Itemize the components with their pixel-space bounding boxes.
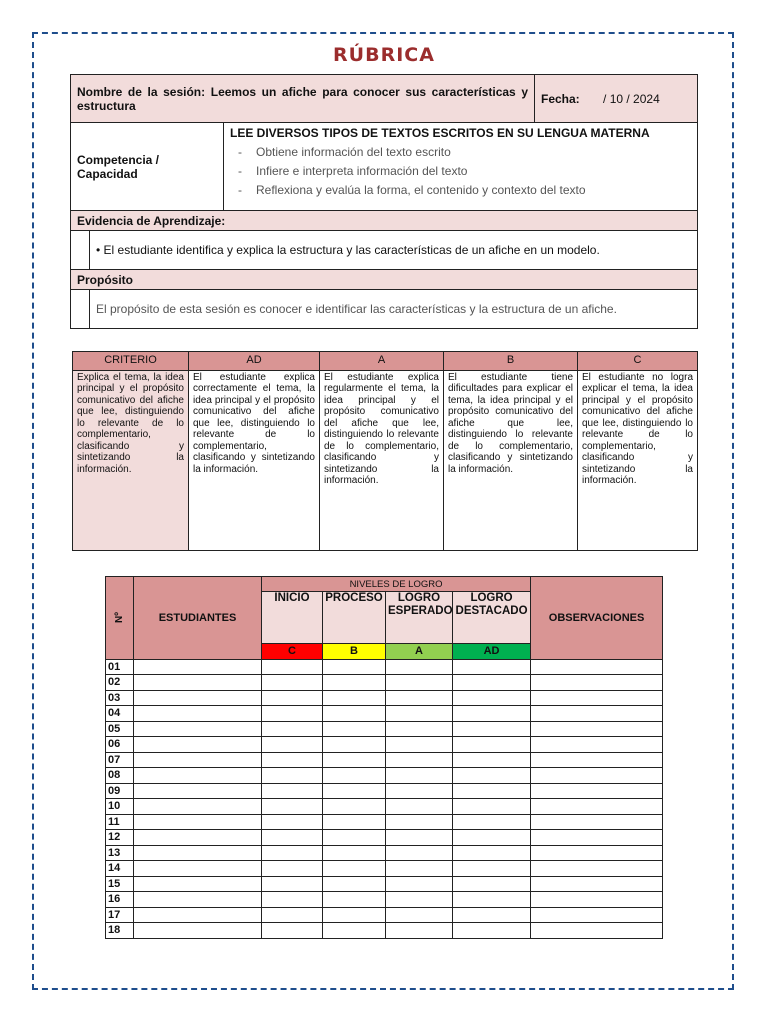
session-name-cell xyxy=(71,75,535,123)
level-a-cell[interactable] xyxy=(386,814,453,830)
level-ad-cell[interactable] xyxy=(453,768,531,784)
students-table xyxy=(105,576,663,939)
competence-label: Competencia / Capacidad xyxy=(71,123,224,211)
level-b-cell[interactable] xyxy=(323,876,386,892)
student-name-cell[interactable] xyxy=(134,721,262,737)
level-c-cell[interactable] xyxy=(262,675,323,691)
row-number: 06 xyxy=(106,737,134,753)
level-b-cell[interactable] xyxy=(323,721,386,737)
level-b-cell[interactable] xyxy=(323,830,386,846)
level-a-cell[interactable] xyxy=(386,799,453,815)
level-a-cell[interactable] xyxy=(386,923,453,939)
level-a-cell[interactable] xyxy=(386,783,453,799)
row-number: 14 xyxy=(106,861,134,877)
rubric-b-cell: El estudiante tiene dificultades para explicar el tema, la idea principal y el propósito comunicativo del afiche que lee, distinguiendo lo relevante de lo complementario, clasificando y sintetizando la información. xyxy=(444,370,578,550)
row-number: 04 xyxy=(106,706,134,722)
level-a-cell[interactable] xyxy=(386,830,453,846)
level-b-cell[interactable] xyxy=(323,768,386,784)
level-b-cell[interactable] xyxy=(323,907,386,923)
level-a-cell[interactable] xyxy=(386,737,453,753)
level-b-cell[interactable] xyxy=(323,690,386,706)
observation-cell[interactable] xyxy=(531,830,663,846)
level-a-cell[interactable] xyxy=(386,675,453,691)
evidence-text-wrap: • El estudiante identifica y explica la estructura y las características de un afiche en un modelo. xyxy=(96,243,600,257)
level-b-cell[interactable] xyxy=(323,799,386,815)
purpose-cell xyxy=(71,290,698,329)
student-name-cell[interactable] xyxy=(134,737,262,753)
student-row xyxy=(106,876,663,892)
level-c-cell[interactable] xyxy=(262,768,323,784)
observation-cell[interactable] xyxy=(531,799,663,815)
level-c-cell[interactable] xyxy=(262,830,323,846)
rubric-header-c: C xyxy=(578,352,698,371)
row-number: 10 xyxy=(106,799,134,815)
student-row xyxy=(106,799,663,815)
purpose-text: El propósito de esta sesión es conocer e identificar las características y la estructura de un afiche. xyxy=(96,302,617,316)
level-c-cell[interactable] xyxy=(262,907,323,923)
student-name-cell[interactable] xyxy=(134,752,262,768)
level-a-cell[interactable] xyxy=(386,721,453,737)
student-name-cell[interactable] xyxy=(134,783,262,799)
purpose-label: Propósito xyxy=(71,270,698,290)
level-ad-cell[interactable] xyxy=(453,861,531,877)
level-c-cell[interactable] xyxy=(262,799,323,815)
evidence-text: El estudiante identifica y explica la estructura y las características de un afiche en un modelo. xyxy=(103,243,600,257)
level-ad-cell[interactable] xyxy=(453,721,531,737)
rubric-table xyxy=(72,351,698,551)
student-name-cell[interactable] xyxy=(134,861,262,877)
rubric-header-b: B xyxy=(444,352,578,371)
level-b-cell[interactable] xyxy=(323,861,386,877)
level-b-cell[interactable] xyxy=(323,659,386,675)
observation-cell[interactable] xyxy=(531,721,663,737)
level-a-cell[interactable] xyxy=(386,659,453,675)
level-c-cell[interactable] xyxy=(262,845,323,861)
level-c-cell[interactable] xyxy=(262,721,323,737)
level-b-cell[interactable] xyxy=(323,706,386,722)
observation-cell[interactable] xyxy=(531,845,663,861)
level-b-cell[interactable] xyxy=(323,737,386,753)
student-row xyxy=(106,830,663,846)
observation-cell[interactable] xyxy=(531,814,663,830)
student-row xyxy=(106,907,663,923)
observation-cell[interactable] xyxy=(531,675,663,691)
session-name-label: Nombre de la sesión: xyxy=(77,84,206,99)
level-ad-cell[interactable] xyxy=(453,737,531,753)
evidence-label: Evidencia de Aprendizaje: xyxy=(71,211,698,231)
level-b-cell[interactable] xyxy=(323,923,386,939)
student-name-cell[interactable] xyxy=(134,845,262,861)
student-row xyxy=(106,768,663,784)
level-b-cell[interactable] xyxy=(323,814,386,830)
level-code-b: B xyxy=(323,644,386,660)
student-row xyxy=(106,737,663,753)
level-c-cell[interactable] xyxy=(262,783,323,799)
level-ad-cell[interactable] xyxy=(453,799,531,815)
student-row xyxy=(106,706,663,722)
row-number: 01 xyxy=(106,659,134,675)
session-info-table xyxy=(70,74,698,329)
level-c-cell[interactable] xyxy=(262,876,323,892)
observation-cell[interactable] xyxy=(531,892,663,908)
student-row xyxy=(106,783,663,799)
level-a-cell[interactable] xyxy=(386,752,453,768)
row-number: 08 xyxy=(106,768,134,784)
observation-cell[interactable] xyxy=(531,737,663,753)
observation-cell[interactable] xyxy=(531,923,663,939)
student-name-cell[interactable] xyxy=(134,690,262,706)
level-a-cell[interactable] xyxy=(386,690,453,706)
row-number: 13 xyxy=(106,845,134,861)
level-c-cell[interactable] xyxy=(262,690,323,706)
student-name-cell[interactable] xyxy=(134,659,262,675)
level-a-cell[interactable] xyxy=(386,706,453,722)
row-number: 07 xyxy=(106,752,134,768)
student-row xyxy=(106,675,663,691)
rubric-c-cell: El estudiante no logra explicar el tema, la idea principal y el propósito comunicativo del afiche que lee, distinguiendo lo relevante de lo complementario, clasificando y sintetizando la información. xyxy=(578,370,698,550)
observations-header: OBSERVACIONES xyxy=(531,577,663,660)
student-row xyxy=(106,659,663,675)
number-header: Nº xyxy=(106,577,134,660)
session-name-value: Leemos un afiche para conocer sus características y estructura xyxy=(77,84,528,113)
student-row xyxy=(106,752,663,768)
date-value: / 10 / 2024 xyxy=(603,91,660,106)
student-row xyxy=(106,690,663,706)
competence-item: - Reflexiona y evalúa la forma, el contenido y contexto del texto xyxy=(238,183,586,197)
level-a-cell[interactable] xyxy=(386,876,453,892)
level-ad-cell[interactable] xyxy=(453,845,531,861)
observation-cell[interactable] xyxy=(531,659,663,675)
level-a-cell[interactable] xyxy=(386,861,453,877)
level-c-cell[interactable] xyxy=(262,659,323,675)
level-ad-cell[interactable] xyxy=(453,907,531,923)
competence-cell xyxy=(224,123,698,211)
student-row xyxy=(106,845,663,861)
date-cell xyxy=(535,75,698,123)
observation-cell[interactable] xyxy=(531,907,663,923)
student-name-cell[interactable] xyxy=(134,876,262,892)
level-ad-cell[interactable] xyxy=(453,706,531,722)
level-ad-cell[interactable] xyxy=(453,830,531,846)
observation-cell[interactable] xyxy=(531,706,663,722)
competence-item: - Obtiene información del texto escrito xyxy=(238,145,451,159)
level-code-ad: AD xyxy=(453,644,531,660)
level-inicio-label: INICIO xyxy=(262,592,323,644)
row-number: 03 xyxy=(106,690,134,706)
level-a-cell[interactable] xyxy=(386,892,453,908)
level-c-cell[interactable] xyxy=(262,814,323,830)
level-ad-cell[interactable] xyxy=(453,659,531,675)
level-ad-cell[interactable] xyxy=(453,876,531,892)
row-number: 11 xyxy=(106,814,134,830)
student-name-cell[interactable] xyxy=(134,814,262,830)
student-row xyxy=(106,861,663,877)
rubric-criterio-cell: Explica el tema, la idea principal y el propósito comunicativo del afiche que lee, distinguiendo lo relevante de lo complementario, clasificando y sintetizando la información. xyxy=(73,370,189,550)
level-c-cell[interactable] xyxy=(262,861,323,877)
level-ad-cell[interactable] xyxy=(453,690,531,706)
observation-cell[interactable] xyxy=(531,752,663,768)
level-b-cell[interactable] xyxy=(323,752,386,768)
row-number: 16 xyxy=(106,892,134,908)
row-number: 18 xyxy=(106,923,134,939)
rubric-header-a: A xyxy=(320,352,444,371)
level-ad-cell[interactable] xyxy=(453,814,531,830)
level-c-cell[interactable] xyxy=(262,706,323,722)
level-ad-cell[interactable] xyxy=(453,752,531,768)
student-name-cell[interactable] xyxy=(134,706,262,722)
level-ad-cell[interactable] xyxy=(453,783,531,799)
rubric-header-ad: AD xyxy=(189,352,320,371)
level-b-cell[interactable] xyxy=(323,783,386,799)
student-name-cell[interactable] xyxy=(134,830,262,846)
level-b-cell[interactable] xyxy=(323,845,386,861)
student-name-cell[interactable] xyxy=(134,907,262,923)
row-number: 09 xyxy=(106,783,134,799)
level-proceso-label: PROCESO xyxy=(323,592,386,644)
student-name-cell[interactable] xyxy=(134,768,262,784)
competence-heading: LEE DIVERSOS TIPOS DE TEXTOS ESCRITOS EN SU LENGUA MATERNA xyxy=(230,126,650,140)
level-c-cell[interactable] xyxy=(262,737,323,753)
competence-list xyxy=(230,143,691,200)
students-header: ESTUDIANTES xyxy=(134,577,262,660)
rubric-a-cell: El estudiante explica regularmente el tema, la idea principal y el propósito comunicativo del afiche que lee, distinguiendo lo relevante de lo complementario, clasificando y sintetizando la información. xyxy=(320,370,444,550)
row-number: 05 xyxy=(106,721,134,737)
observation-cell[interactable] xyxy=(531,876,663,892)
level-code-c: C xyxy=(262,644,323,660)
observation-cell[interactable] xyxy=(531,861,663,877)
level-c-cell[interactable] xyxy=(262,923,323,939)
observation-cell[interactable] xyxy=(531,768,663,784)
level-b-cell[interactable] xyxy=(323,675,386,691)
rubric-header-criterio: CRITERIO xyxy=(73,352,189,371)
row-number: 15 xyxy=(106,876,134,892)
observation-cell[interactable] xyxy=(531,690,663,706)
row-number: 12 xyxy=(106,830,134,846)
level-ad-cell[interactable] xyxy=(453,675,531,691)
level-ad-cell[interactable] xyxy=(453,892,531,908)
competence-item: - Infiere e interpreta información del texto xyxy=(238,164,468,178)
level-logro-esperado-label: LOGRO ESPERADO xyxy=(386,592,453,644)
date-label: Fecha: xyxy=(541,91,580,106)
level-code-a: A xyxy=(386,644,453,660)
levels-header: NIVELES DE LOGRO xyxy=(262,577,531,592)
student-row xyxy=(106,814,663,830)
student-row xyxy=(106,721,663,737)
row-number: 02 xyxy=(106,675,134,691)
level-b-cell[interactable] xyxy=(323,892,386,908)
student-name-cell[interactable] xyxy=(134,923,262,939)
level-ad-cell[interactable] xyxy=(453,923,531,939)
row-number: 17 xyxy=(106,907,134,923)
level-logro-destacado-label: LOGRO DESTACADO xyxy=(453,592,531,644)
student-name-cell[interactable] xyxy=(134,892,262,908)
student-row xyxy=(106,923,663,939)
page-title: RÚBRICA xyxy=(333,44,435,66)
rubric-ad-cell: El estudiante explica correctamente el tema, la idea principal y el propósito comunicativo del afiche que lee, distinguiendo lo relevante de lo complementario, clasificando y sintetizando la información. xyxy=(189,370,320,550)
level-a-cell[interactable] xyxy=(386,845,453,861)
student-name-cell[interactable] xyxy=(134,799,262,815)
student-name-cell[interactable] xyxy=(134,675,262,691)
student-row xyxy=(106,892,663,908)
level-a-cell[interactable] xyxy=(386,768,453,784)
observation-cell[interactable] xyxy=(531,783,663,799)
level-c-cell[interactable] xyxy=(262,892,323,908)
level-c-cell[interactable] xyxy=(262,752,323,768)
evidence-cell xyxy=(71,231,698,270)
level-a-cell[interactable] xyxy=(386,907,453,923)
